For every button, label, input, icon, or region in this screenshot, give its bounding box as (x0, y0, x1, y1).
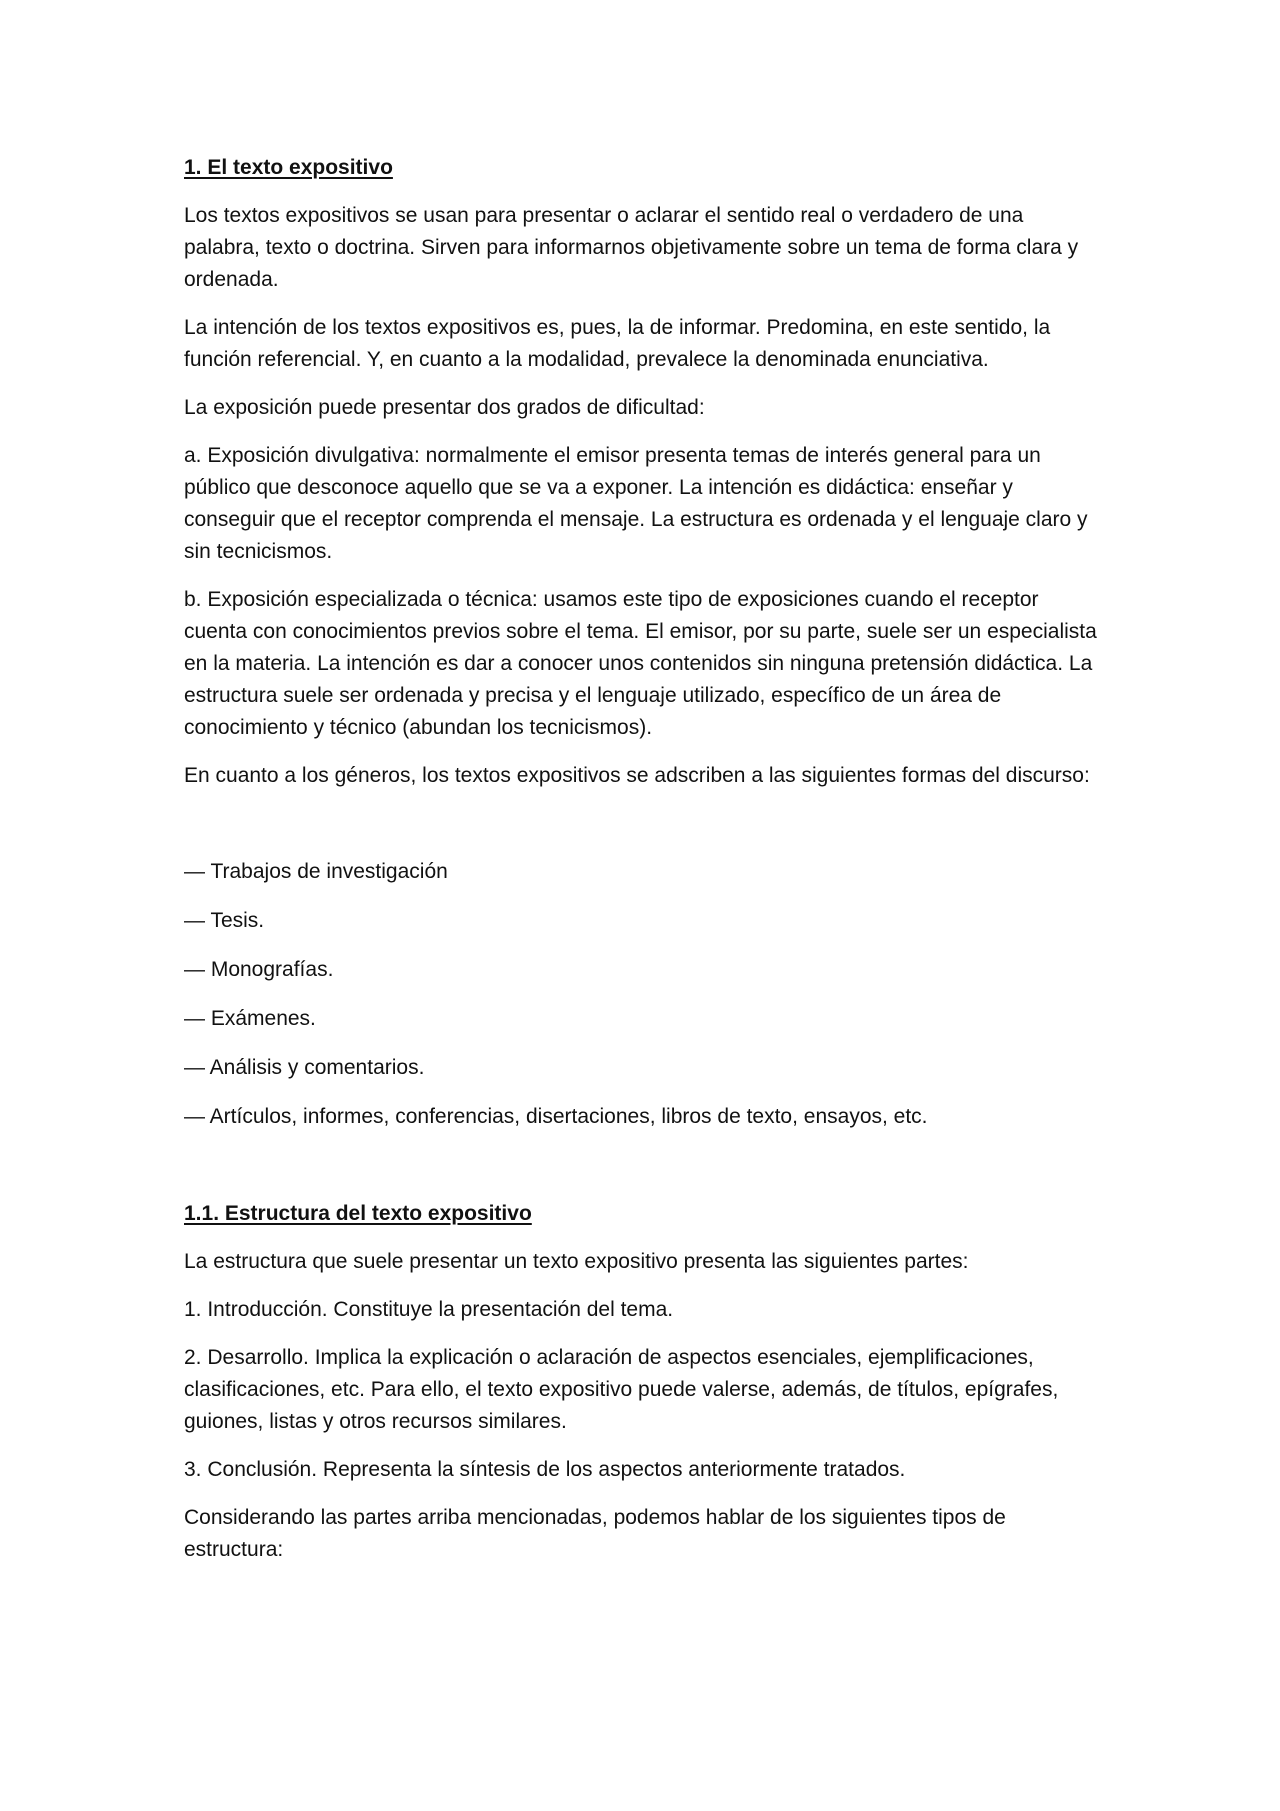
list-item: — Análisis y comentarios. (184, 1056, 425, 1079)
section-heading: 1. El texto expositivo (184, 156, 393, 179)
blank-line (184, 1150, 1104, 1198)
paragraph: En cuanto a los géneros, los textos expositivos se adscriben a las siguientes formas del discurso: (184, 764, 1090, 787)
paragraph: Los textos expositivos se usan para presentar o aclarar el sentido real o verdadero de una palabra, texto o doctrina. Sirven para informarnos objetivamente sobre un tema de forma clara y ordenada. (184, 204, 1079, 291)
paragraph: 3. Conclusión. Representa la síntesis de los aspectos anteriormente tratados. (184, 1458, 906, 1481)
paragraph: La estructura que suele presentar un texto expositivo presenta las siguientes partes: (184, 1250, 969, 1273)
subsection-heading: 1.1. Estructura del texto expositivo (184, 1202, 532, 1225)
list-item: — Exámenes. (184, 1007, 316, 1030)
paragraph: 2. Desarrollo. Implica la explicación o aclaración de aspectos esenciales, ejemplificaciones, clasificaciones, etc. Para ello, el texto expositivo puede valerse, además, de títulos, epígrafes, guiones, listas y otros recursos similares. (184, 1346, 1059, 1433)
genre-list (184, 856, 1104, 1133)
paragraph: a. Exposición divulgativa: normalmente el emisor presenta temas de interés general para un público que desconoce aquello que se va a exponer. La intención es didáctica: enseñar y conseguir que el receptor comprenda el mensaje. La estructura es ordenada y el lenguaje claro y sin tecnicismos. (184, 444, 1088, 563)
list-item: — Monografías. (184, 958, 334, 981)
list-item: — Artículos, informes, conferencias, disertaciones, libros de texto, ensayos, etc. (184, 1105, 928, 1128)
paragraph: La exposición puede presentar dos grados de dificultad: (184, 396, 705, 419)
document-page (184, 152, 1104, 1582)
list-item: — Trabajos de investigación (184, 860, 448, 883)
paragraph: b. Exposición especializada o técnica: usamos este tipo de exposiciones cuando el receptor cuenta con conocimientos previos sobre el tema. El emisor, por su parte, suele ser un especialista en la materia. La intención es dar a conocer unos contenidos sin ninguna pretensión didáctica. La estructura suele ser ordenada y precisa y el lenguaje utilizado, específico de un área de conocimiento y técnico (abundan los tecnicismos). (184, 588, 1097, 739)
blank-line (184, 808, 1104, 856)
paragraph: 1. Introducción. Constituye la presentación del tema. (184, 1298, 674, 1321)
paragraph: Considerando las partes arriba mencionadas, podemos hablar de los siguientes tipos de estructura: (184, 1506, 1006, 1561)
list-item: — Tesis. (184, 909, 265, 932)
paragraph: La intención de los textos expositivos es, pues, la de informar. Predomina, en este sentido, la función referencial. Y, en cuanto a la modalidad, prevalece la denominada enunciativa. (184, 316, 1051, 371)
